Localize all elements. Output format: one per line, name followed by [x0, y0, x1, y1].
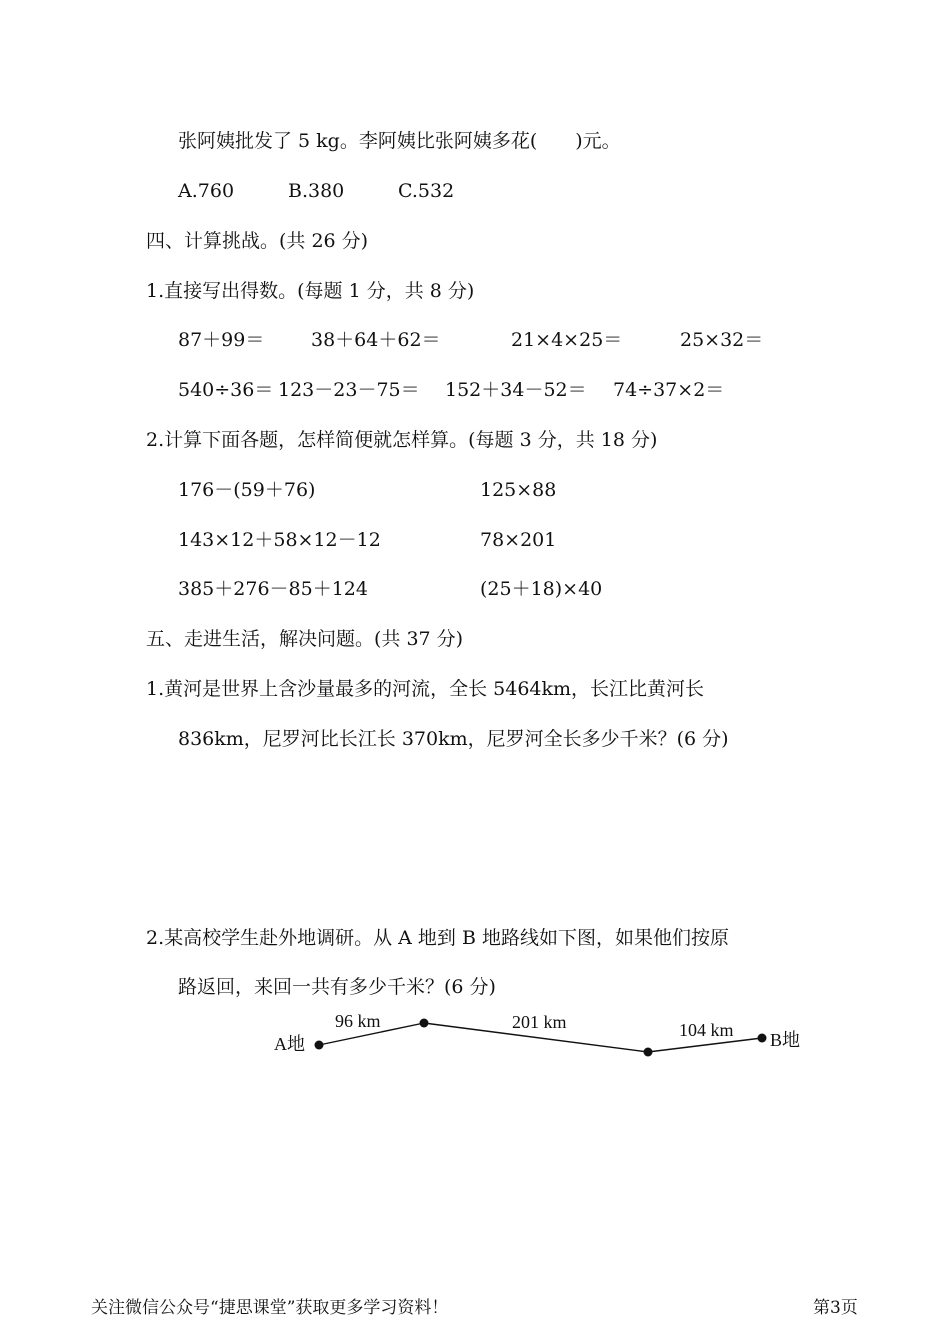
simplify-item-3: 143×12＋58×12－12: [178, 529, 381, 551]
simplify-item-2: 125×88: [480, 479, 557, 501]
section-5-title: 五、走进生活，解决问题。(共 37 分): [146, 628, 464, 650]
calc-item-3: 21×4×25＝: [511, 329, 623, 351]
question-stem-tail: 张阿姨批发了 5 kg。李阿姨比张阿姨多花( )元。: [178, 130, 621, 152]
segment-3-distance: 104 km: [679, 1020, 734, 1040]
option-c: C.532: [398, 180, 455, 202]
route-diagram: [260, 1005, 820, 1075]
route-segment-3: [648, 1038, 762, 1052]
simplify-item-1: 176－(59＋76): [178, 479, 316, 501]
calc-item-6: 123－23－75＝: [278, 379, 420, 401]
calc-item-5: 540÷36＝: [178, 379, 274, 401]
option-b: B.380: [288, 180, 345, 202]
calc-item-2: 38＋64＋62＝: [311, 329, 441, 351]
section-4-q1-title: 1.直接写出得数。(每题 1 分，共 8 分): [146, 280, 475, 302]
calc-item-8: 74÷37×2＝: [613, 379, 725, 401]
section-4-q2-title: 2.计算下面各题，怎样简便就怎样算。(每题 3 分，共 18 分): [146, 429, 658, 451]
section-5-q2-line2: 路返回，来回一共有多少千米？(6 分): [178, 976, 496, 998]
segment-2-distance: 201 km: [512, 1012, 567, 1032]
waypoint-2-dot: [644, 1048, 653, 1057]
calc-item-7: 152＋34－52＝: [445, 379, 587, 401]
calc-item-1: 87＋99＝: [178, 329, 265, 351]
simplify-item-5: 385＋276－85＋124: [178, 578, 368, 600]
section-4-title: 四、计算挑战。(共 26 分): [146, 230, 369, 252]
page-number: 第3页: [813, 1298, 858, 1318]
calc-item-4: 25×32＝: [680, 329, 764, 351]
point-a-dot: [315, 1041, 324, 1050]
end-label: B地: [770, 1030, 801, 1050]
segment-1-distance: 96 km: [335, 1011, 381, 1031]
waypoint-1-dot: [420, 1019, 429, 1028]
section-5-q2-line1: 2.某高校学生赴外地调研。从 A 地到 B 地路线如下图，如果他们按原: [146, 927, 729, 949]
start-label: A地: [274, 1034, 305, 1054]
section-5-q1-line2: 836km，尼罗河比长江长 370km，尼罗河全长多少千米？(6 分): [178, 728, 729, 750]
simplify-item-6: (25＋18)×40: [480, 578, 603, 600]
point-b-dot: [758, 1034, 767, 1043]
option-a: A.760: [178, 180, 235, 202]
footer-note: 关注微信公众号“捷思课堂”获取更多学习资料！: [91, 1298, 449, 1318]
section-5-q1-line1: 1.黄河是世界上含沙量最多的河流，全长 5464km，长江比黄河长: [146, 678, 705, 700]
simplify-item-4: 78×201: [480, 529, 557, 551]
